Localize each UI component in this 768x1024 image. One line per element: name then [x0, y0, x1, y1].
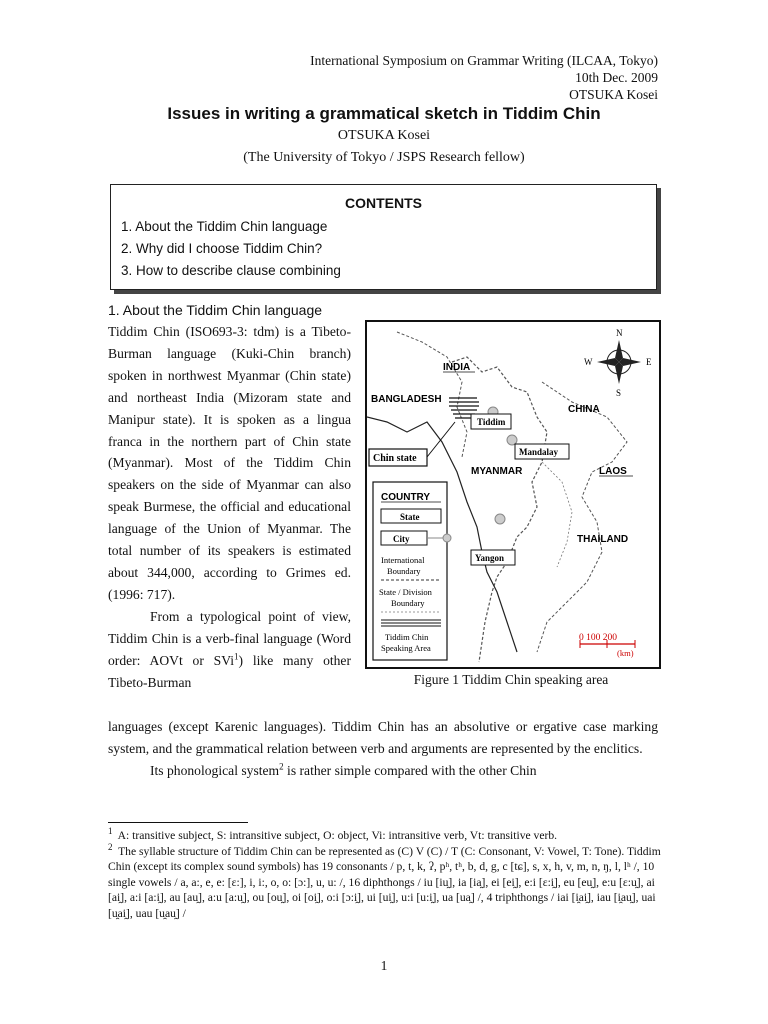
label-myanmar: MYANMAR [471, 466, 523, 477]
legend-country: COUNTRY [381, 492, 431, 503]
legend-tiddim-2: Speaking Area [381, 643, 431, 653]
paragraph-2-end: languages (except Karenic languages). Tiddim Chin has an absolutive or ergative case marking system, and the grammatical relation between verb and arguments are represented by the enclitics. [108, 719, 658, 756]
label-tiddim: Tiddim [477, 417, 506, 427]
legend-tiddim-1: Tiddim Chin [385, 632, 429, 642]
compass-rose-icon [584, 328, 652, 398]
paragraph-3-text: Its phonological system [150, 762, 280, 778]
yangon-dot [495, 514, 505, 524]
full-width-text [108, 716, 658, 782]
label-yangon: Yangon [475, 553, 505, 563]
left-column-text [108, 321, 351, 693]
legend-division-2: Boundary [391, 598, 425, 608]
label-mandalay: Mandalay [519, 447, 559, 457]
label-china: CHINA [568, 404, 600, 415]
label-thailand: THAILAND [577, 534, 629, 545]
footnote-2-text: The syllable structure of Tiddim Chin can be represented as (C) V (C) / T (C: Consonant, V: Vowel, T: Tone). Tiddim Chin (except its complex sound symbols) has 19 consonants / p, t, k, ʔ, pʰ, tʰ, b, d, g, c [tɕ], s, x, h, v, m, n, ŋ, l, lʰ /, 10 single vowels / a, a:, e, e: [ɛ:], i, i:, o, o: [ɔ:], u, u: /, 16 diphthongs / iu [iu̯], ia [ia̯], ei [ei̯], e:i [ɛ:i̯], eu [eu̯], e:u [ɛ:u̯], ai [ai̯], a:i [a:i̯], au [au̯], a:u [a:u̯], ou [ou̯], oi [oi̯], o:i [ɔ:i̯], ui [ui̯], u:i [u:i̯], ua [ua̯] /, 4 triphthongs / iai [i̯ai̯], iau [i̯au̯], uai [u̯ai̯], uau [u̯au̯] / [108, 844, 661, 920]
author-name: OTSUKA Kosei [337, 128, 431, 143]
label-north: N [616, 328, 623, 338]
contents-item: 3. How to describe clause combining [121, 263, 341, 278]
figure-map [365, 320, 661, 669]
paper-title: Issues in writing a grammatical sketch in Tiddim Chin [167, 104, 601, 123]
label-south: S [616, 388, 622, 398]
footnote-1 [108, 828, 663, 844]
contents-item: 1. About the Tiddim Chin language [121, 219, 328, 234]
legend-international-2: Boundary [387, 566, 421, 576]
date-line: 10th Dec. 2009 [575, 70, 658, 85]
footnote-1-text: A: transitive subject, S: intransitive subject, O: object, Vi: intransitive verb, Vt: transitive verb. [117, 829, 558, 842]
map-legend [373, 482, 451, 660]
legend-division-1: State / Division [379, 587, 432, 597]
scale-label: 0 100 200 [579, 633, 617, 643]
label-chin-state: Chin state [373, 453, 417, 464]
legend-state: State [400, 512, 420, 522]
label-west: W [584, 357, 593, 367]
section-heading: 1. About the Tiddim Chin language [108, 302, 323, 318]
footnote-rule [108, 822, 248, 823]
footnote-ref-1[interactable]: 1 [234, 651, 239, 662]
contents-box [110, 184, 657, 290]
label-laos: LAOS [599, 466, 627, 477]
footnote-2-number: 2 [108, 841, 113, 852]
legend-international-1: International [381, 555, 425, 565]
label-bangladesh: BANGLADESH [371, 394, 442, 405]
figure-caption: Figure 1 Tiddim Chin speaking area [413, 672, 609, 687]
page-number: 1 [380, 958, 388, 973]
legend-city: City [393, 534, 410, 544]
paragraph-3 [108, 760, 658, 782]
label-east: E [646, 357, 652, 367]
label-india: INDIA [443, 362, 471, 373]
map-svg [367, 322, 659, 667]
paragraph-2-text: From a typological point of view, Tiddim Chin is a verb-final language (Word order: AOVt or SVi [108, 608, 351, 668]
header-author-line: OTSUKA Kosei [569, 87, 658, 102]
footnotes [108, 828, 663, 921]
contents-heading: CONTENTS [345, 195, 422, 211]
paragraph-3-text-cont: is rather simple compared with the other Chin [283, 762, 537, 778]
paragraph-2-text-cont: ) like many other Tibeto-Burman [108, 652, 351, 690]
footnote-ref-2[interactable]: 2 [279, 761, 284, 772]
paragraph-2-start [108, 606, 351, 694]
author-affiliation: (The University of Tokyo / JSPS Research fellow) [243, 150, 525, 165]
paragraph-1: Tiddim Chin (ISO693-3: tdm) is a Tibeto-Burman language (Kuki-Chin branch) spoken in northwest Myanmar (Chin state) and northeast India (Mizoram state and Manipur state). It is spoken as a lingua franca in the northern part of Chin state (Myanmar). Most of the Tiddim Chin speakers on the side of Myanmar can also speak Burmese, the official and educational language of the Union of Myanmar. The total number of its speakers is estimated about 344,000, according to Grimes ed. (1996: 717). [108, 324, 351, 602]
contents-item: 2. Why did I choose Tiddim Chin? [121, 241, 323, 256]
footnote-2 [108, 841, 663, 922]
scale-unit: (km) [617, 648, 634, 658]
conference-line: International Symposium on Grammar Writing (ILCAA, Tokyo) [310, 53, 658, 68]
footnote-1-number: 1 [108, 826, 113, 837]
